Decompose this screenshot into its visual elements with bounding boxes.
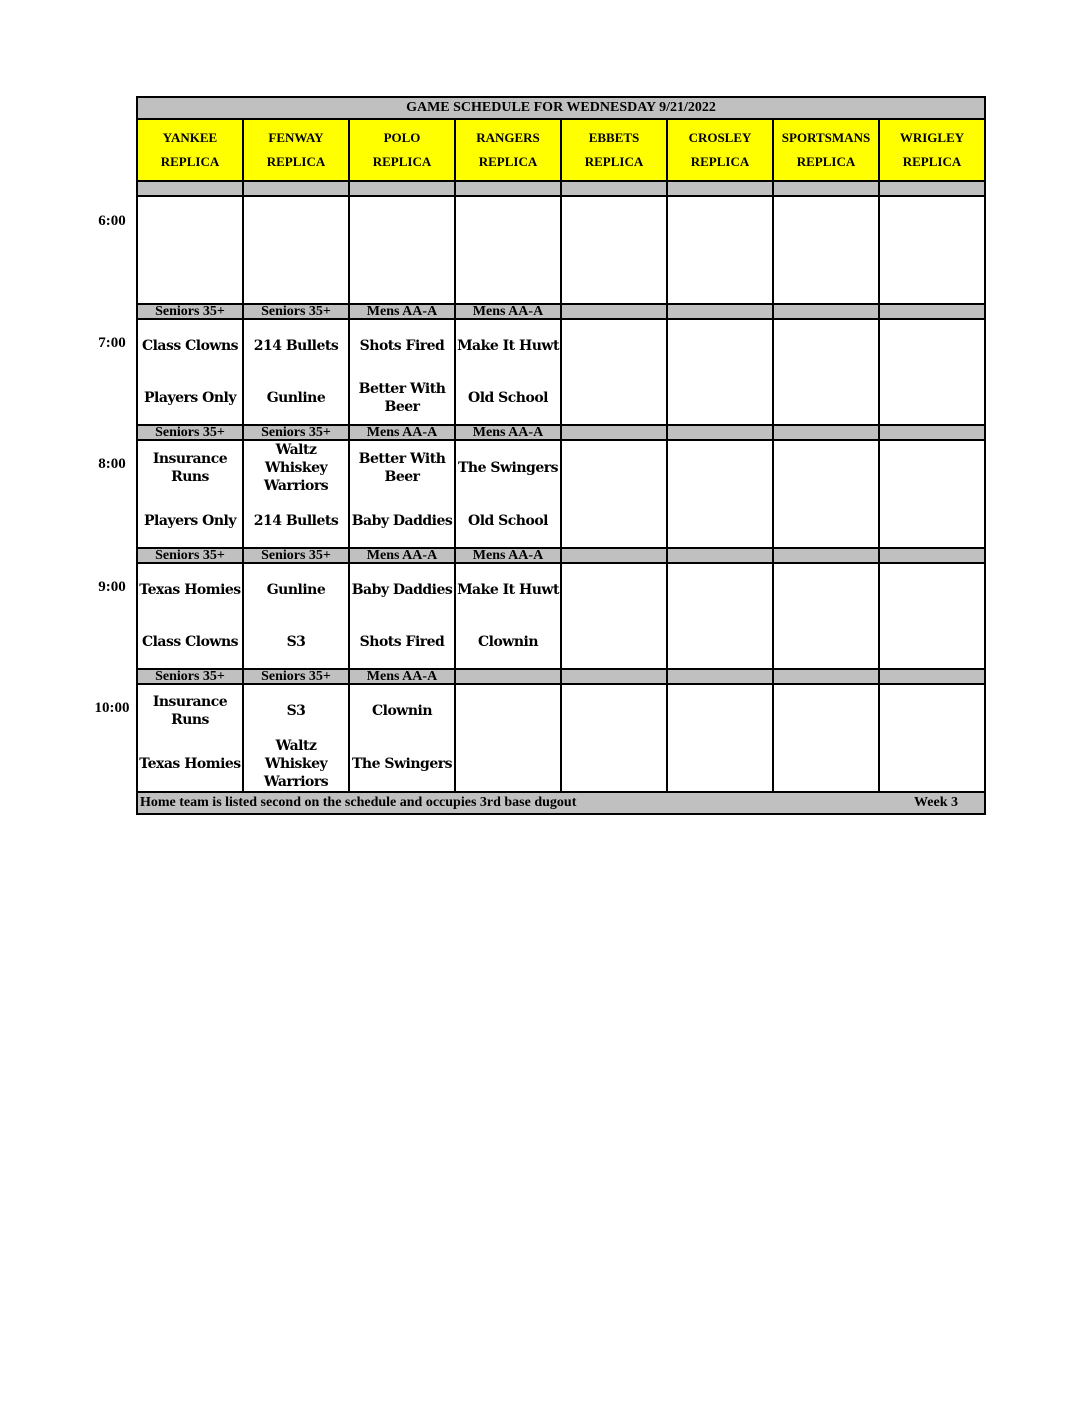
division-label: Seniors 35+: [137, 669, 243, 684]
field-header-rangers: [455, 119, 561, 181]
field-header-yankee: [137, 119, 243, 181]
division-label: [243, 181, 349, 196]
home-team-cell: [667, 372, 773, 425]
field-name: WRIGLEY: [899, 130, 965, 145]
division-label: [667, 425, 773, 440]
away-team-cell: Shots Fired: [349, 319, 455, 372]
home-team-cell: Baby Daddies: [349, 495, 455, 548]
home-team-cell: Better With Beer: [349, 372, 455, 425]
division-label: [879, 304, 985, 319]
home-team-cell: [455, 737, 561, 792]
home-team-row: [137, 372, 985, 425]
time-label: 9:00: [98, 578, 126, 595]
home-team-cell: [667, 616, 773, 669]
division-label: Mens AA-A: [349, 669, 455, 684]
division-label: [667, 669, 773, 684]
division-row: [137, 669, 985, 684]
away-team-cell: The Swingers: [455, 440, 561, 495]
home-team-cell: [561, 616, 667, 669]
division-label: [773, 425, 879, 440]
division-label: [879, 425, 985, 440]
away-team-cell: [561, 684, 667, 737]
away-team-cell: Make It Huwt: [455, 563, 561, 616]
home-team-cell: [561, 737, 667, 792]
away-team-cell: 214 Bullets: [243, 319, 349, 372]
division-label: Mens AA-A: [349, 304, 455, 319]
away-team-cell: Insurance Runs: [137, 684, 243, 737]
home-team-cell: S3: [243, 616, 349, 669]
away-team-cell: [879, 319, 985, 372]
away-team-cell: Gunline: [243, 563, 349, 616]
away-team-cell: Texas Homies: [137, 563, 243, 616]
away-team-cell: Baby Daddies: [349, 563, 455, 616]
empty-cell: [773, 196, 879, 304]
away-team-cell: [773, 563, 879, 616]
away-team-row: [137, 563, 985, 616]
home-team-cell: Players Only: [137, 495, 243, 548]
home-team-cell: 214 Bullets: [243, 495, 349, 548]
home-team-cell: [773, 372, 879, 425]
field-name: YANKEE: [162, 130, 218, 145]
field-subtitle: REPLICA: [902, 154, 962, 169]
away-team-row: [137, 319, 985, 372]
division-label: [667, 548, 773, 563]
division-row: [137, 181, 985, 196]
time-label: 8:00: [98, 456, 126, 472]
division-label: [773, 669, 879, 684]
footer-cell: [137, 792, 985, 814]
home-team-cell: Waltz Whiskey Warriors: [243, 737, 349, 792]
field-name: EBBETS: [588, 130, 640, 145]
footer-row: [137, 792, 985, 814]
field-header-fenway: [243, 119, 349, 181]
away-team-cell: [561, 319, 667, 372]
division-row: [137, 548, 985, 563]
division-label: [667, 304, 773, 319]
away-team-cell: [667, 684, 773, 737]
division-label: [137, 181, 243, 196]
division-label: [773, 181, 879, 196]
division-label: [561, 548, 667, 563]
home-team-cell: Texas Homies: [137, 737, 243, 792]
away-team-cell: [561, 563, 667, 616]
division-label: [667, 181, 773, 196]
division-row: [137, 425, 985, 440]
empty-cell: [879, 196, 985, 304]
away-team-cell: [879, 684, 985, 737]
home-team-row: [137, 495, 985, 548]
division-label: [879, 181, 985, 196]
away-team-cell: [667, 440, 773, 495]
field-subtitle: REPLICA: [796, 154, 856, 169]
schedule-sheet: [136, 96, 986, 815]
division-label: [455, 181, 561, 196]
field-name: RANGERS: [476, 130, 540, 145]
away-team-cell: Better With Beer: [349, 440, 455, 495]
away-team-cell: Insurance Runs: [137, 440, 243, 495]
division-label: [879, 548, 985, 563]
field-subtitle: REPLICA: [690, 154, 750, 169]
field-subtitle: REPLICA: [478, 154, 538, 169]
division-label: [561, 669, 667, 684]
time-label: 10:00: [94, 700, 130, 716]
away-team-cell: [773, 440, 879, 495]
division-row: [137, 304, 985, 319]
home-team-cell: [773, 737, 879, 792]
empty-cell: [561, 196, 667, 304]
time-label: 7:00: [98, 334, 126, 351]
division-label: Mens AA-A: [455, 304, 561, 319]
field-header-polo: [349, 119, 455, 181]
home-team-row: [137, 616, 985, 669]
week-label: Week 3: [914, 795, 958, 810]
empty-cell: [667, 196, 773, 304]
away-team-cell: Make It Huwt: [455, 319, 561, 372]
home-team-cell: [667, 495, 773, 548]
home-team-cell: [667, 737, 773, 792]
away-team-cell: [773, 319, 879, 372]
division-label: [879, 669, 985, 684]
home-team-cell: [773, 616, 879, 669]
away-team-cell: [879, 440, 985, 495]
division-label: [561, 425, 667, 440]
empty-cell: [455, 196, 561, 304]
away-team-cell: [879, 563, 985, 616]
division-label: Seniors 35+: [243, 548, 349, 563]
field-header-wrigley: [879, 119, 985, 181]
home-team-cell: Clownin: [455, 616, 561, 669]
field-subtitle: REPLICA: [266, 154, 326, 169]
home-team-cell: [773, 495, 879, 548]
field-header-ebbets: [561, 119, 667, 181]
home-team-cell: Gunline: [243, 372, 349, 425]
empty-slot-row: [137, 196, 985, 304]
field-name: SPORTSMANS: [781, 130, 871, 145]
home-team-cell: The Swingers: [349, 737, 455, 792]
home-team-cell: Class Clowns: [137, 616, 243, 669]
away-team-cell: Clownin: [349, 684, 455, 737]
empty-cell: [243, 196, 349, 304]
field-header-crosley: [667, 119, 773, 181]
division-label: Seniors 35+: [243, 304, 349, 319]
away-team-cell: [455, 684, 561, 737]
division-label: Mens AA-A: [455, 548, 561, 563]
away-team-cell: [773, 684, 879, 737]
away-team-cell: [561, 440, 667, 495]
away-team-cell: S3: [243, 684, 349, 737]
away-team-cell: Class Clowns: [137, 319, 243, 372]
empty-cell: [137, 196, 243, 304]
division-label: [773, 304, 879, 319]
title-row: [137, 97, 985, 119]
home-team-cell: [879, 495, 985, 548]
home-team-cell: [879, 372, 985, 425]
division-label: Seniors 35+: [243, 425, 349, 440]
division-label: Seniors 35+: [137, 304, 243, 319]
field-subtitle: REPLICA: [584, 154, 644, 169]
field-header-row: [137, 119, 985, 181]
away-team-row: [137, 440, 985, 495]
field-name: CROSLEY: [688, 130, 752, 145]
field-subtitle: REPLICA: [372, 154, 432, 169]
home-team-cell: Shots Fired: [349, 616, 455, 669]
away-team-cell: [667, 319, 773, 372]
division-label: Seniors 35+: [243, 669, 349, 684]
home-team-cell: [879, 737, 985, 792]
field-header-sportsmans: [773, 119, 879, 181]
away-team-cell: Waltz Whiskey Warriors: [243, 440, 349, 495]
division-label: Mens AA-A: [349, 425, 455, 440]
field-subtitle: REPLICA: [160, 154, 220, 169]
home-team-cell: [879, 616, 985, 669]
division-label: [773, 548, 879, 563]
time-label: 6:00: [98, 213, 126, 229]
division-label: Seniors 35+: [137, 548, 243, 563]
division-label: Mens AA-A: [349, 548, 455, 563]
division-label: [561, 181, 667, 196]
home-team-cell: Players Only: [137, 372, 243, 425]
division-label: Mens AA-A: [455, 425, 561, 440]
empty-cell: [349, 196, 455, 304]
home-team-cell: [561, 495, 667, 548]
division-label: Seniors 35+: [137, 425, 243, 440]
division-label: [561, 304, 667, 319]
field-name: POLO: [383, 130, 421, 145]
schedule-table: [136, 96, 986, 815]
division-label: [349, 181, 455, 196]
home-team-cell: Old School: [455, 372, 561, 425]
field-name: FENWAY: [268, 130, 324, 145]
home-team-cell: [561, 372, 667, 425]
away-team-cell: [667, 563, 773, 616]
division-label: [455, 669, 561, 684]
footer-note: Home team is listed second on the schedule and occupies 3rd base dugout: [140, 795, 577, 810]
schedule-title: GAME SCHEDULE FOR WEDNESDAY 9/21/2022: [137, 97, 985, 119]
home-team-row: [137, 737, 985, 792]
home-team-cell: Old School: [455, 495, 561, 548]
away-team-row: [137, 684, 985, 737]
